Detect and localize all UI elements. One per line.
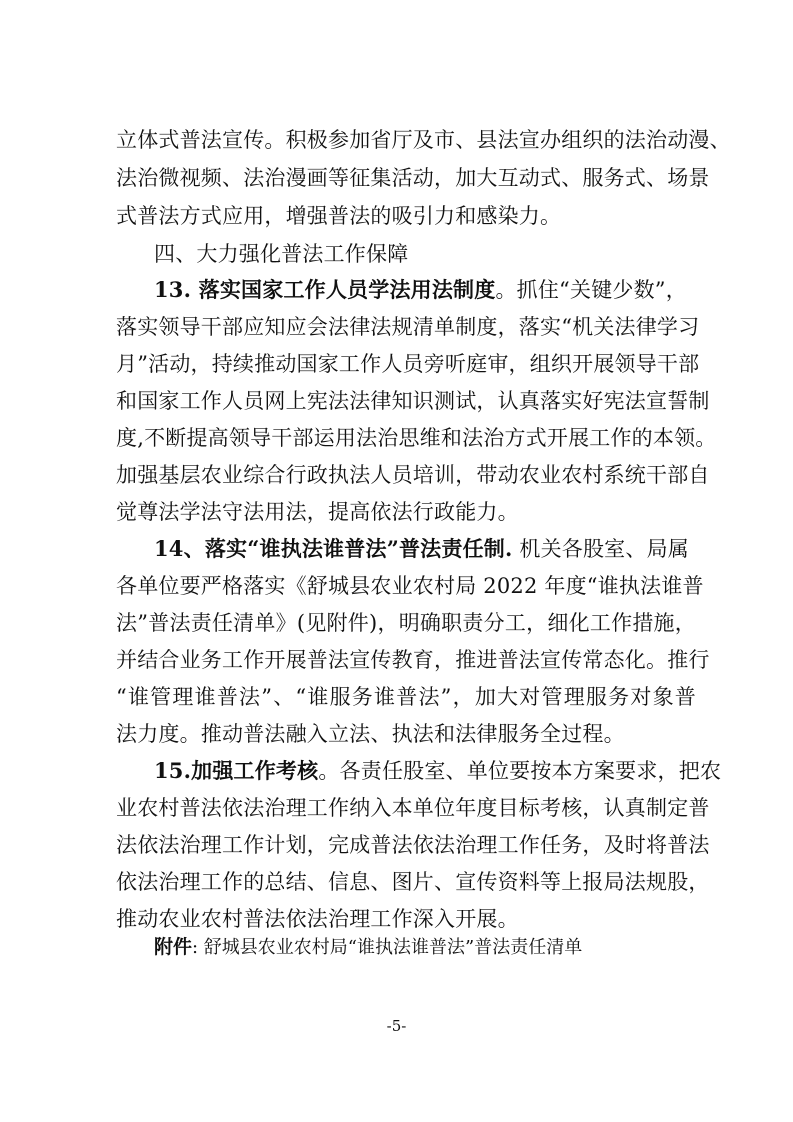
item13-line: 度,不断提高领导干部运用法治思维和法治方式开展工作的本领。: [116, 426, 717, 450]
item14-line: 各单位要严格落实《舒城县农业农村局 2022 年度“谁执法谁普: [116, 574, 704, 598]
item14-title: 14、落实“谁执法谁普法”普法责任制.: [154, 536, 513, 561]
item14-line: 法力度。推动普法融入立法、执法和法律服务全过程。: [116, 722, 625, 746]
item13-line: 月”活动，持续推动国家工作人员旁听庭审，组织开展领导干部: [116, 352, 700, 376]
item14-line: 并结合业务工作开展普法宣传教育，推进普法宣传常态化。推行: [116, 648, 710, 672]
item13-first-line: [154, 273, 696, 307]
item15-line: 依法治理工作的总结、信息、图片、宣传资料等上报局法规股，: [116, 870, 710, 894]
item13-line: 落实领导干部应知应会法律法规清单制度，落实“机关法律学习: [116, 315, 700, 339]
item13-title: 13. 落实国家工作人员学法用法制度: [154, 277, 496, 302]
item14-first-line: [154, 532, 696, 566]
attachment-line: [154, 932, 582, 963]
item14-line: “谁管理谁普法”、“谁服务谁普法”，加大对管理服务对象普: [116, 685, 696, 709]
intro-line-3: 式普法方式应用，增强普法的吸引力和感染力。: [116, 204, 562, 228]
section-heading: 四、大力强化普法工作保障: [154, 242, 409, 266]
item13-line: 觉尊法学法守法用法，提高依法行政能力。: [116, 500, 519, 524]
item15-first-line: [154, 754, 722, 788]
item13-line: 和国家工作人员网上宪法法律知识测试，认真落实好宪法宣誓制: [116, 389, 710, 413]
item14-first-line-rest: 机关各股室、局属: [512, 537, 689, 561]
page-number: -5-: [386, 1017, 407, 1035]
item15-first-line-rest: 。各责任股室、单位要按本方案要求，把农: [318, 759, 722, 783]
attachment-text: : 舒城县农业农村局“谁执法谁普法”普法责任清单: [192, 937, 583, 958]
intro-line-2: 法治微视频、法治漫画等征集活动，加大互动式、服务式、场景: [116, 166, 710, 190]
item15-title: 15.加强工作考核: [154, 758, 319, 783]
item15-line: 法依法治理工作计划，完成普法依法治理工作任务，及时将普法: [116, 833, 710, 857]
item13-first-line-rest: 。抓住“关键少数”，: [495, 278, 687, 302]
item13-line: 加强基层农业综合行政执法人员培训，带动农业农村系统干部自: [116, 463, 710, 487]
item15-line: 推动农业农村普法依法治理工作深入开展。: [116, 907, 519, 931]
intro-line-1: 立体式普法宣传。积极参加省厅及市、县法宣办组织的法治动漫、: [116, 128, 731, 152]
item14-line: 法”普法责任清单》(见附件)，明确职责分工，细化工作措施，: [116, 611, 696, 635]
item15-line: 业农村普法依法治理工作纳入本单位年度目标考核，认真制定普: [116, 796, 710, 820]
attachment-label: 附件: [154, 936, 193, 958]
